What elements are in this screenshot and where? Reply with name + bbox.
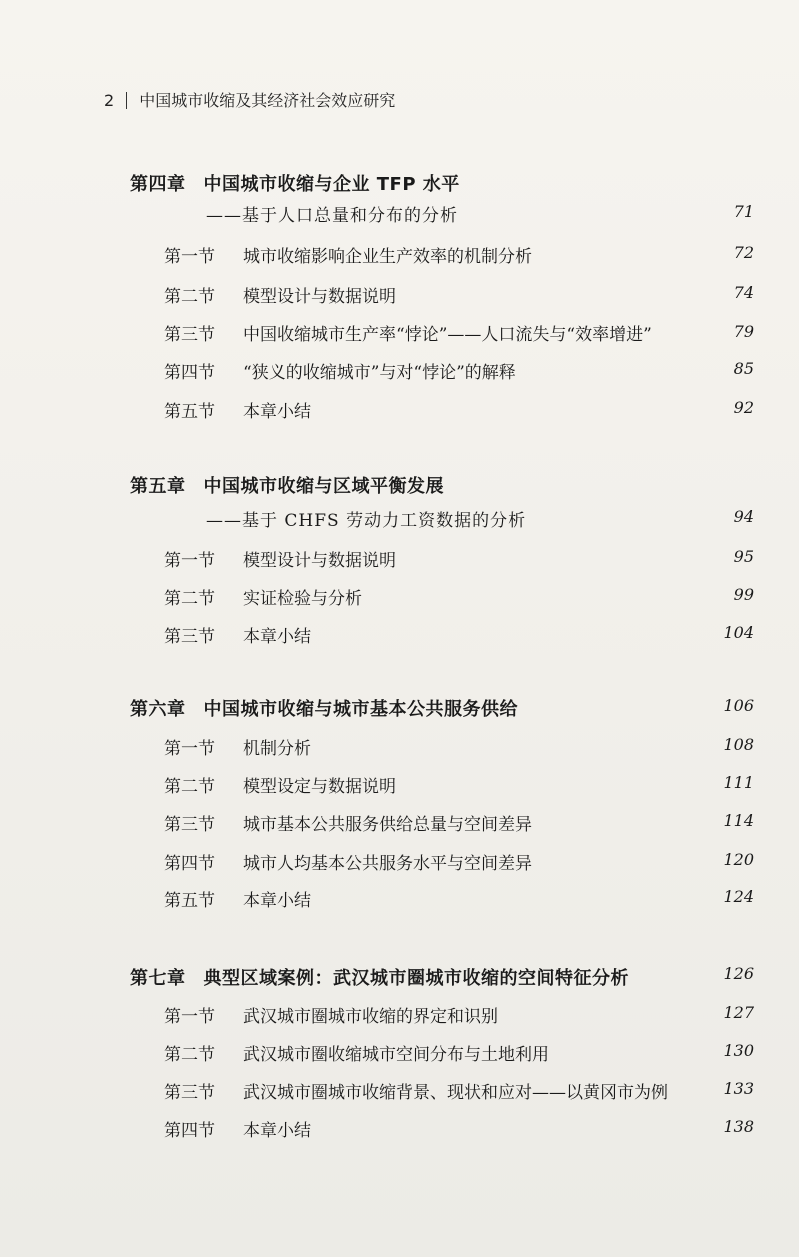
chapter-subtitle: ——基于人口总量和分布的分析 [206,206,458,226]
toc-page-number: 85 [733,359,754,378]
toc-page-number: 114 [723,811,754,830]
section-label: 第二节 [164,589,215,609]
section-label: 第一节 [164,739,215,759]
toc-page-number: 133 [723,1079,754,1098]
section-label: 第一节 [164,551,215,571]
chapter-heading [130,170,460,196]
section-title: 本章小结 [243,402,311,422]
section-title: 武汉城市圈收缩城市空间分布与土地利用 [243,1045,549,1065]
toc-page-number: 111 [723,773,754,792]
section-label: 第二节 [164,777,215,797]
page-number: 2 [104,91,115,110]
toc-page-number: 74 [733,283,754,302]
toc-page-number: 126 [723,964,754,983]
toc-page-number: 120 [723,850,754,869]
toc-page-number: 130 [723,1041,754,1060]
section-title: 城市人均基本公共服务水平与空间差异 [243,854,532,874]
chapter-heading [130,472,444,498]
chapter-number: 第四章 [130,174,186,195]
section-label: 第五节 [164,891,215,911]
chapter-title: 中国城市收缩与区域平衡发展 [203,476,444,497]
chapter-heading [130,695,518,721]
running-head [104,88,395,111]
chapter-heading [130,964,629,990]
section-title: 城市收缩影响企业生产效率的机制分析 [243,247,532,267]
section-label: 第三节 [164,1083,215,1103]
chapter-title: 中国城市收缩与城市基本公共服务供给 [203,699,518,720]
section-title: 中国收缩城市生产率“悖论”——人口流失与“效率增进” [243,325,652,345]
chapter-number: 第七章 [130,968,186,989]
chapter-subtitle: ——基于 CHFS 劳动力工资数据的分析 [206,511,527,531]
section-label: 第一节 [164,1007,215,1027]
section-label: 第三节 [164,815,215,835]
section-label: 第四节 [164,854,215,874]
header-divider [126,92,127,109]
toc-page-number: 71 [733,202,754,221]
toc-page-number: 124 [723,887,754,906]
section-title: 本章小结 [243,1121,311,1141]
section-title: 城市基本公共服务供给总量与空间差异 [243,815,532,835]
section-title: “狭义的收缩城市”与对“悖论”的解释 [243,363,516,383]
chapter-number: 第五章 [130,476,186,497]
toc-page-number: 72 [733,243,754,262]
section-title: 模型设计与数据说明 [243,551,396,571]
toc-page-number: 79 [733,322,754,341]
section-title: 武汉城市圈城市收缩背景、现状和应对——以黄冈市为例 [243,1083,668,1103]
section-label: 第三节 [164,325,215,345]
section-title: 模型设计与数据说明 [243,287,396,307]
chapter-title: 中国城市收缩与企业 TFP 水平 [203,174,460,195]
section-label: 第一节 [164,247,215,267]
section-label: 第五节 [164,402,215,422]
section-title: 武汉城市圈城市收缩的界定和识别 [243,1007,498,1027]
toc-page-number: 92 [733,398,754,417]
toc-page-number: 127 [723,1003,754,1022]
section-title: 机制分析 [243,739,311,759]
book-title: 中国城市收缩及其经济社会效应研究 [139,91,396,110]
toc-page-number: 104 [723,623,754,642]
toc-page-number: 94 [733,507,754,526]
section-label: 第四节 [164,363,215,383]
section-label: 第三节 [164,627,215,647]
section-title: 本章小结 [243,891,311,911]
section-label: 第二节 [164,1045,215,1065]
section-title: 本章小结 [243,627,311,647]
toc-page-number: 99 [733,585,754,604]
chapter-title: 典型区域案例：武汉城市圈城市收缩的空间特征分析 [203,968,629,989]
toc-page-number: 138 [723,1117,754,1136]
section-title: 模型设定与数据说明 [243,777,396,797]
toc-page-number: 95 [733,547,754,566]
section-title: 实证检验与分析 [243,589,362,609]
toc-page-number: 106 [723,696,754,715]
section-label: 第二节 [164,287,215,307]
section-label: 第四节 [164,1121,215,1141]
toc-page-number: 108 [723,735,754,754]
chapter-number: 第六章 [130,699,186,720]
